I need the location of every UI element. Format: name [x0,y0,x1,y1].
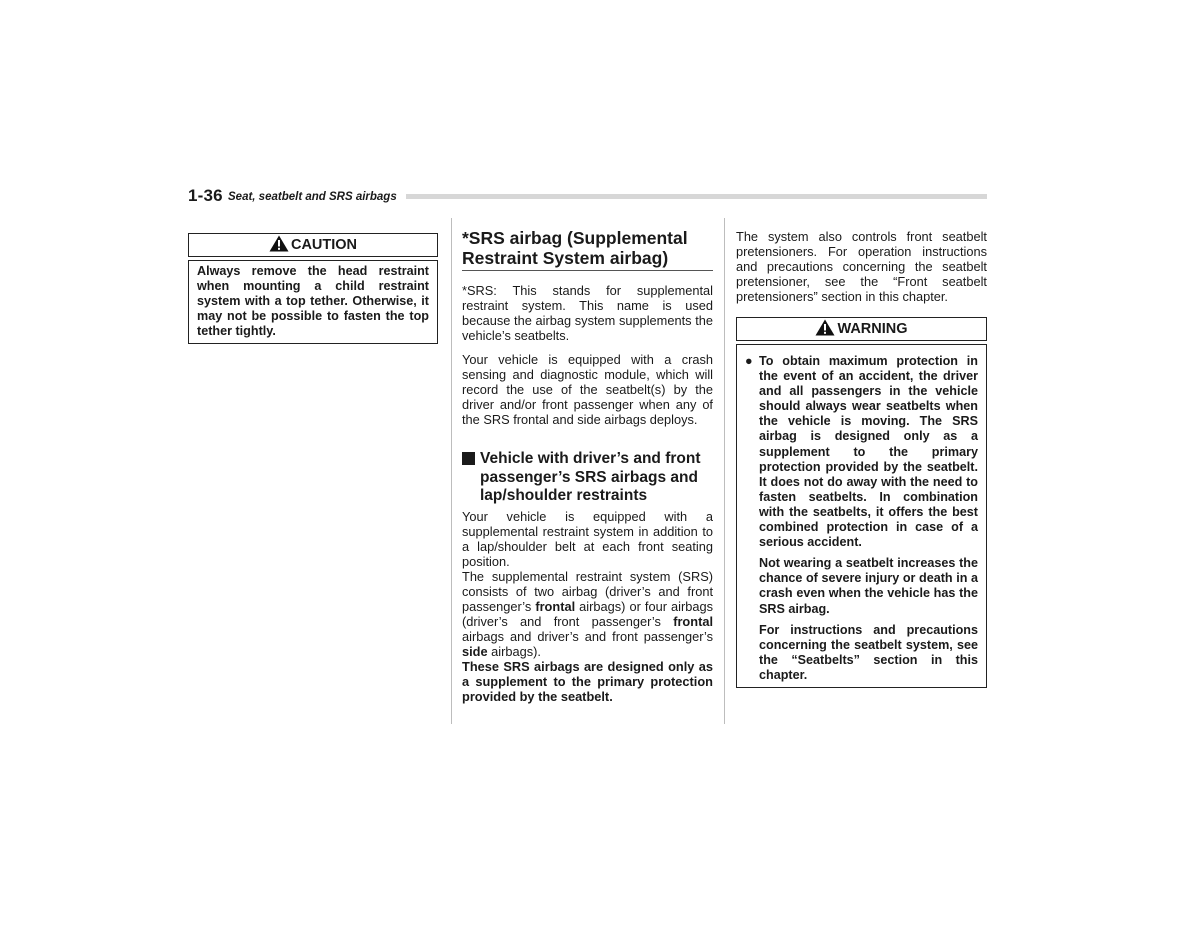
text-run: airbags). [487,643,541,659]
section-title: Seat, seatbelt and SRS airbags [228,191,397,203]
subsection-heading-text: Vehicle with driver’s and front passenger’s SRS airbags and lap/shoulder restraints [480,450,701,504]
pretensioner-paragraph: The system also controls front seatbelt pretensioners. For operation instructions and precautions concerning the seatbelt pretensioner, see the “Front seatbelt pretensioners” section in this chapter. [736,229,987,304]
warning-triangle-icon [269,235,289,252]
column-divider [451,218,452,724]
bold-text: frontal [673,613,713,629]
warning-label: WARNING [837,321,908,337]
text-run: airbags and driver’s and front passenger’s [462,628,713,644]
square-bullet-icon [462,452,475,465]
caution-body: Always remove the head restraint when mounting a child restraint system with a top tether. Otherwise, it may not be possible to fasten the top tether tightly. [188,260,438,344]
warning-list [745,354,978,683]
bold-text: frontal [535,598,576,614]
warning-paragraph: For instructions and precautions concerning the seatbelt system, see the “Seatbelts” section in this chapter. [759,622,978,682]
supplemental-system-paragraph: Your vehicle is equipped with a supplemental restraint system in addition to a lap/shoulder belt at each front seating position. [462,508,713,569]
list-item [745,354,978,683]
bold-text: side [462,643,488,659]
srs-column [462,228,713,704]
caution-label: CAUTION [290,237,358,253]
caution-header [188,233,438,257]
warning-paragraph: To obtain maximum protection in the event of an accident, the driver and all passengers in the vehicle should always wear seatbelts when the vehicle is moving. The SRS airbag is designed only as a supplement to the primary protection provided by the seatbelt. It does not do away with the need to fasten seatbelts. In combination with the seatbelts, it offers the best combined protection in case of a serious accident. [759,354,978,550]
airbag-composition-paragraph [462,569,713,659]
warning-column [736,229,987,688]
column-divider [724,218,725,724]
supplement-notice-paragraph: These SRS airbags are designed only as a supplement to the primary protection provided by the seatbelt. [462,658,713,704]
page-number: 1-36 [188,186,223,205]
warning-paragraph: Not wearing a seatbelt increases the chance of severe injury or death in a crash even when the vehicle has the SRS airbag. [759,556,978,616]
bullet-icon: ● [745,354,753,368]
crash-module-paragraph: Your vehicle is equipped with a crash sensing and diagnostic module, which will record the use of the seatbelt(s) by the driver and/or front passenger when any of the SRS frontal and side airbags deploys. [462,352,713,427]
header-rule [406,194,987,199]
page-header [188,186,988,206]
warning-triangle-icon [815,319,835,336]
srs-section-title: *SRS airbag (Supplemental Restraint System airbag) [462,228,713,271]
text-run: The supplemental restraint system (SRS) consists of two airbag (driver’s and front passenger’s [462,568,713,614]
warning-header [736,317,987,341]
text-run: airbags) or four airbags (driver’s and front passenger’s [462,598,713,629]
caution-column [188,233,438,344]
warning-body [736,344,987,688]
subsection-heading [462,450,713,506]
srs-definition-paragraph: *SRS: This stands for supplemental restraint system. This name is used because the airbag system supplements the vehicle’s seatbelts. [462,283,713,343]
